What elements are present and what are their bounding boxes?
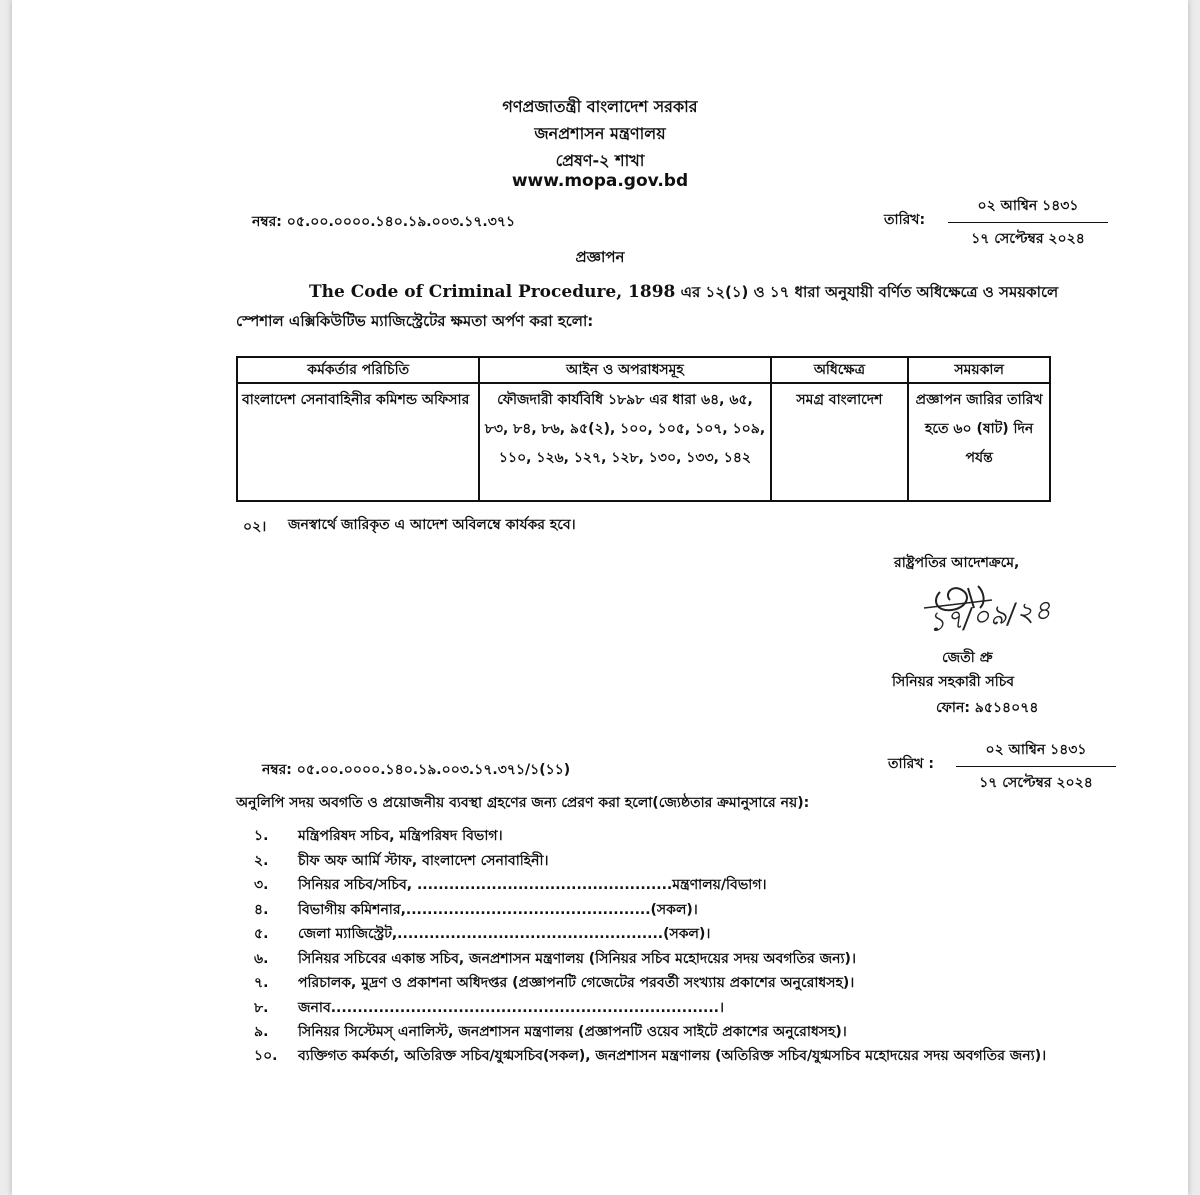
government-name: গণপ্রজাতন্ত্রী বাংলাদেশ সরকার (502, 97, 698, 116)
document-page (12, 0, 1188, 1195)
signatory-designation: সিনিয়র সহকারী সচিব (892, 674, 1015, 690)
list-item-number: ৮. (254, 999, 269, 1016)
intro-rest: এর ১২(১) ও ১৭ ধারা অনুযায়ী বর্ণিত অধিক্ষেত্রে ও সময়কালে (675, 283, 1059, 301)
copy-intro: অনুলিপি সদয় অবগতি ও প্রয়োজনীয় ব্যবস্থা গ্রহণের জন্য প্রেরণ করা হলো(জ্যেষ্ঠতার ক্রমানুসারে নয়): (236, 795, 810, 811)
date-gregorian: ১৭ সেপ্টেম্বর ২০২৪ (971, 231, 1085, 247)
cell-duration: প্রজ্ঞাপন জারির তারিখ হতে ৬০ (ষাট) দিন পর্যন্ত (908, 383, 1050, 501)
table-row (237, 383, 1050, 501)
branch-name: প্রেষণ-২ শাখা (555, 151, 645, 170)
copy-memo-date (956, 738, 1116, 795)
list-item (254, 1020, 1084, 1045)
website-link[interactable]: www.mopa.gov.bd (511, 171, 689, 191)
list-item-number: ৯. (254, 1024, 269, 1040)
list-item (254, 849, 1084, 874)
copy-date-bangla: ০২ আশ্বিন ১৪৩১ (985, 742, 1087, 758)
list-item-number: ৭. (254, 975, 269, 991)
list-item (254, 996, 1084, 1021)
cell-law: ফৌজদারী কার্যবিধি ১৮৯৮ এর ধারা ৬৪, ৬৫, ৮৩, ৮৪, ৮৬, ৯৫(২), ১০০, ১০৫, ১০৭, ১০৯, ১১০, ১২৬, ১২৭, ১২৮, ১৩০, ১৩৩, ১৪২ (479, 383, 770, 501)
list-item-text: জেলা ম্যাজিস্ট্রেট,..................................................(সকল)। (298, 926, 711, 942)
list-item (254, 898, 1084, 923)
memo-date (948, 194, 1108, 251)
cell-jurisdiction: সমগ্র বাংলাদেশ (771, 383, 909, 501)
list-item-text: সিনিয়র সচিবের একান্ত সচিব, জনপ্রশাসন মন্ত্রণালয় (সিনিয়র সচিব মহোদয়ের সদয় অবগতির জন্য)। (298, 950, 856, 967)
list-item (254, 873, 1084, 898)
date-divider (948, 222, 1108, 223)
notice-title: প্রজ্ঞাপন (575, 248, 625, 266)
list-item-text: মন্ত্রিপরিষদ সচিব, মন্ত্রিপরিষদ বিভাগ। (298, 828, 503, 844)
list-item (254, 824, 1084, 849)
clause-text: জনস্বার্থে জারিকৃত এ আদেশ অবিলম্বে কার্যকর হবে। (288, 517, 576, 533)
list-item-text: সিনিয়র সিস্টেমস্ এনালিস্ট, জনপ্রশাসন মন্ত্রণালয় (প্রজ্ঞাপনটি ওয়েব সাইটে প্রকাশের অনুরোধসহ)। (298, 1024, 847, 1040)
date-bangla: ০২ আশ্বিন ১৪৩১ (977, 198, 1079, 214)
copy-date-gregorian: ১৭ সেপ্টেম্বর ২০২৪ (979, 775, 1093, 791)
copy-date-divider (956, 766, 1116, 767)
list-item-number: ৩. (254, 877, 269, 893)
list-item (254, 922, 1084, 947)
list-item-number: ২. (254, 852, 269, 869)
date-label: তারিখ: (884, 212, 926, 228)
ministry-name: জনপ্রশাসন মন্ত্রণালয় (534, 124, 666, 143)
delegation-table (236, 356, 1051, 502)
list-item-number: ৫. (254, 926, 269, 942)
list-item-number: ১০. (254, 1047, 278, 1064)
memo-number: নম্বর: ০৫.০০.০০০০.১৪০.১৯.০০৩.১৭.৩৭১ (252, 214, 516, 230)
list-item-number: ১. (254, 828, 269, 844)
signatory-name: জেতী প্রু (942, 650, 993, 666)
distribution-list (254, 824, 1084, 1091)
act-name: The Code of Criminal Procedure, 1898 (309, 282, 676, 302)
header-jurisdiction: অধিক্ষেত্র (771, 357, 909, 383)
list-item-number: ৪. (254, 901, 269, 918)
table-header-row (237, 357, 1050, 383)
copy-date-label: তারিখ : (888, 756, 934, 772)
order-line: রাষ্ট্রপতির আদেশক্রমে, (894, 555, 1020, 571)
signatory-phone: ফোন: ৯৫১৪০৭৪ (936, 700, 1039, 716)
handwritten-date: ১৭/০৯/২৪ (926, 594, 1053, 639)
list-item-text: জনাব.........................................................................। (298, 999, 724, 1016)
header-law: আইন ও অপরাধসমূহ (479, 357, 770, 383)
list-item-text: পরিচালক, মুদ্রণ ও প্রকাশনা অধিদপ্তর (প্রজ্ঞাপনটি গেজেটের পরবর্তী সংখ্যায় প্রকাশের অনুরোধসহ)। (298, 975, 855, 991)
list-item-text: চীফ অফ আর্মি স্টাফ, বাংলাদেশ সেনাবাহিনী। (298, 852, 549, 869)
list-item-text: ব্যক্তিগত কর্মকর্তা, অতিরিক্ত সচিব/যুগ্মসচিব(সকল), জনপ্রশাসন মন্ত্রণালয় (অতিরিক্ত সচিব/যুগ্মসচিব মহোদয়ের সদয় অবগতির জন্য)। (298, 1047, 1047, 1064)
copy-memo-number: নম্বর: ০৫.০০.০০০০.১৪০.১৯.০০৩.১৭.৩৭১/১(১১) (262, 762, 571, 778)
list-item (254, 1045, 1084, 1091)
header-duration: সময়কাল (908, 357, 1050, 383)
list-item (254, 971, 1084, 996)
list-item-text: বিভাগীয় কমিশনার,..............................................(সকল)। (298, 901, 698, 918)
list-item-number: ৬. (254, 950, 269, 967)
notice-intro-line1 (309, 281, 1058, 306)
clause-number: ০২। (243, 519, 267, 535)
list-item (254, 947, 1084, 972)
list-item-text: সিনিয়র সচিব/সচিব, ................................................মন্ত্রণালয়/বিভাগ। (298, 877, 767, 893)
cell-officer: বাংলাদেশ সেনাবাহিনীর কমিশন্ড অফিসার (237, 383, 479, 501)
notice-intro-line2: স্পেশাল এক্সিকিউটিভ ম্যাজিস্ট্রেটের ক্ষমতা অর্পণ করা হলো: (236, 312, 594, 330)
header-officer: কর্মকর্তার পরিচিতি (237, 357, 479, 383)
